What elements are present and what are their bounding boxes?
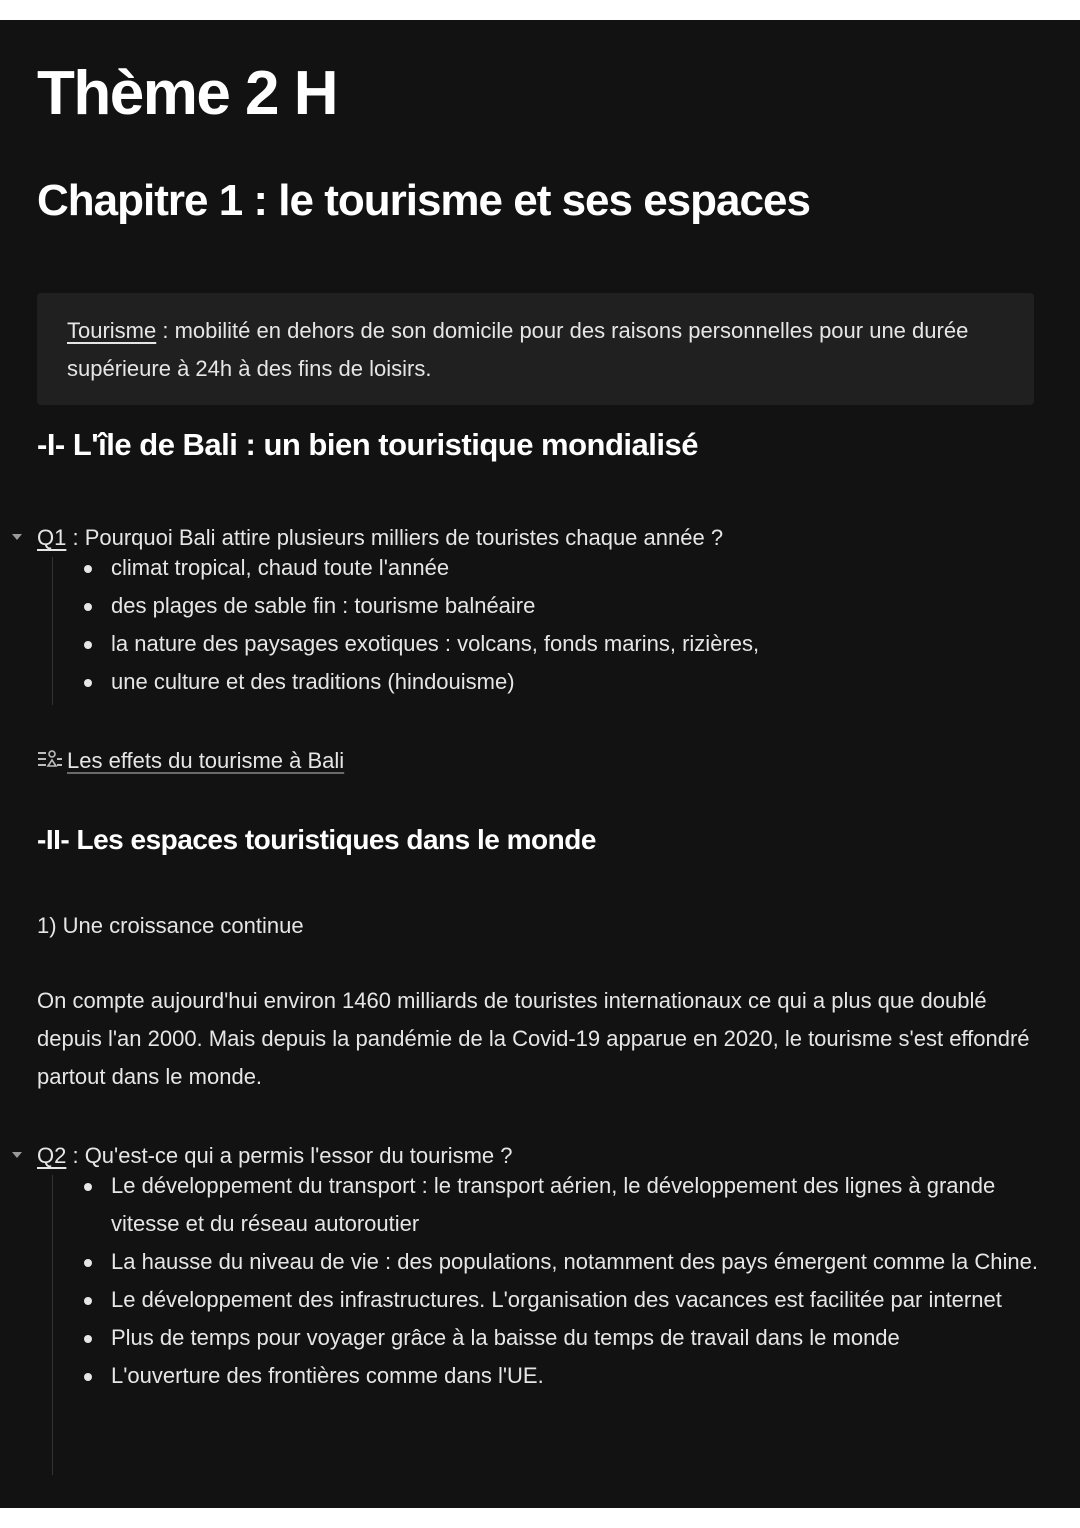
q2-label: Q2 <box>37 1143 67 1168</box>
list-item: une culture et des traditions (hindouisme) <box>82 663 1042 701</box>
toggle-arrow-icon[interactable] <box>12 1152 22 1158</box>
q2-list <box>82 1167 1042 1395</box>
definition-callout <box>37 293 1034 405</box>
list-item: climat tropical, chaud toute l'année <box>82 549 1042 587</box>
list-item: La hausse du niveau de vie : des populations, notamment des pays émergent comme la Chine. <box>82 1243 1042 1281</box>
definition-body: mobilité en dehors de son domicile pour des raisons personnelles pour une durée supérieure à 24h à des fins de loisirs. <box>67 318 969 381</box>
q1-text: : Pourquoi Bali attire plusieurs milliers de touristes chaque année ? <box>66 525 724 550</box>
subheading-growth: 1) Une croissance continue <box>37 913 304 938</box>
page-title: Thème 2 H <box>37 59 338 128</box>
section-2-heading: -II- Les espaces touristiques dans le monde <box>37 824 596 855</box>
bali-effects-link-label[interactable]: Les effets du tourisme à Bali <box>67 748 345 773</box>
section-1-heading: -I- L'île de Bali : un bien touristique mondialisé <box>37 427 698 462</box>
page-link-icon <box>37 749 63 771</box>
q1-list <box>82 549 1042 701</box>
definition-separator: : <box>156 318 175 343</box>
list-item: Plus de temps pour voyager grâce à la baisse du temps de travail dans le monde <box>82 1319 1042 1357</box>
chapter-heading: Chapitre 1 : le tourisme et ses espaces <box>37 176 810 225</box>
note-page <box>0 20 1080 1508</box>
q1-label: Q1 <box>37 525 67 550</box>
list-item: la nature des paysages exotiques : volcans, fonds marins, rizières, <box>82 625 1042 663</box>
toggle-indent-line <box>52 1175 53 1475</box>
definition-term: Tourisme <box>67 318 157 343</box>
bali-effects-link[interactable] <box>37 742 344 780</box>
list-item: Le développement des infrastructures. L'organisation des vacances est facilitée par internet <box>82 1281 1042 1319</box>
list-item: des plages de sable fin : tourisme balnéaire <box>82 587 1042 625</box>
list-item: L'ouverture des frontières comme dans l'UE. <box>82 1357 1042 1395</box>
q2-text: : Qu'est-ce qui a permis l'essor du tourisme ? <box>66 1143 513 1168</box>
toggle-indent-line <box>52 557 53 705</box>
toggle-arrow-icon[interactable] <box>12 534 22 540</box>
definition-text <box>67 312 1017 388</box>
growth-paragraph: On compte aujourd'hui environ 1460 milliards de touristes internationaux ce qui a plus que doublé depuis l'an 2000. Mais depuis la pandémie de la Covid-19 apparue en 2020, le tourisme s'est effondré partout dans le monde. <box>37 988 1030 1089</box>
list-item: Le développement du transport : le transport aérien, le développement des lignes à grande vitesse et du réseau autoroutier <box>82 1167 1042 1243</box>
